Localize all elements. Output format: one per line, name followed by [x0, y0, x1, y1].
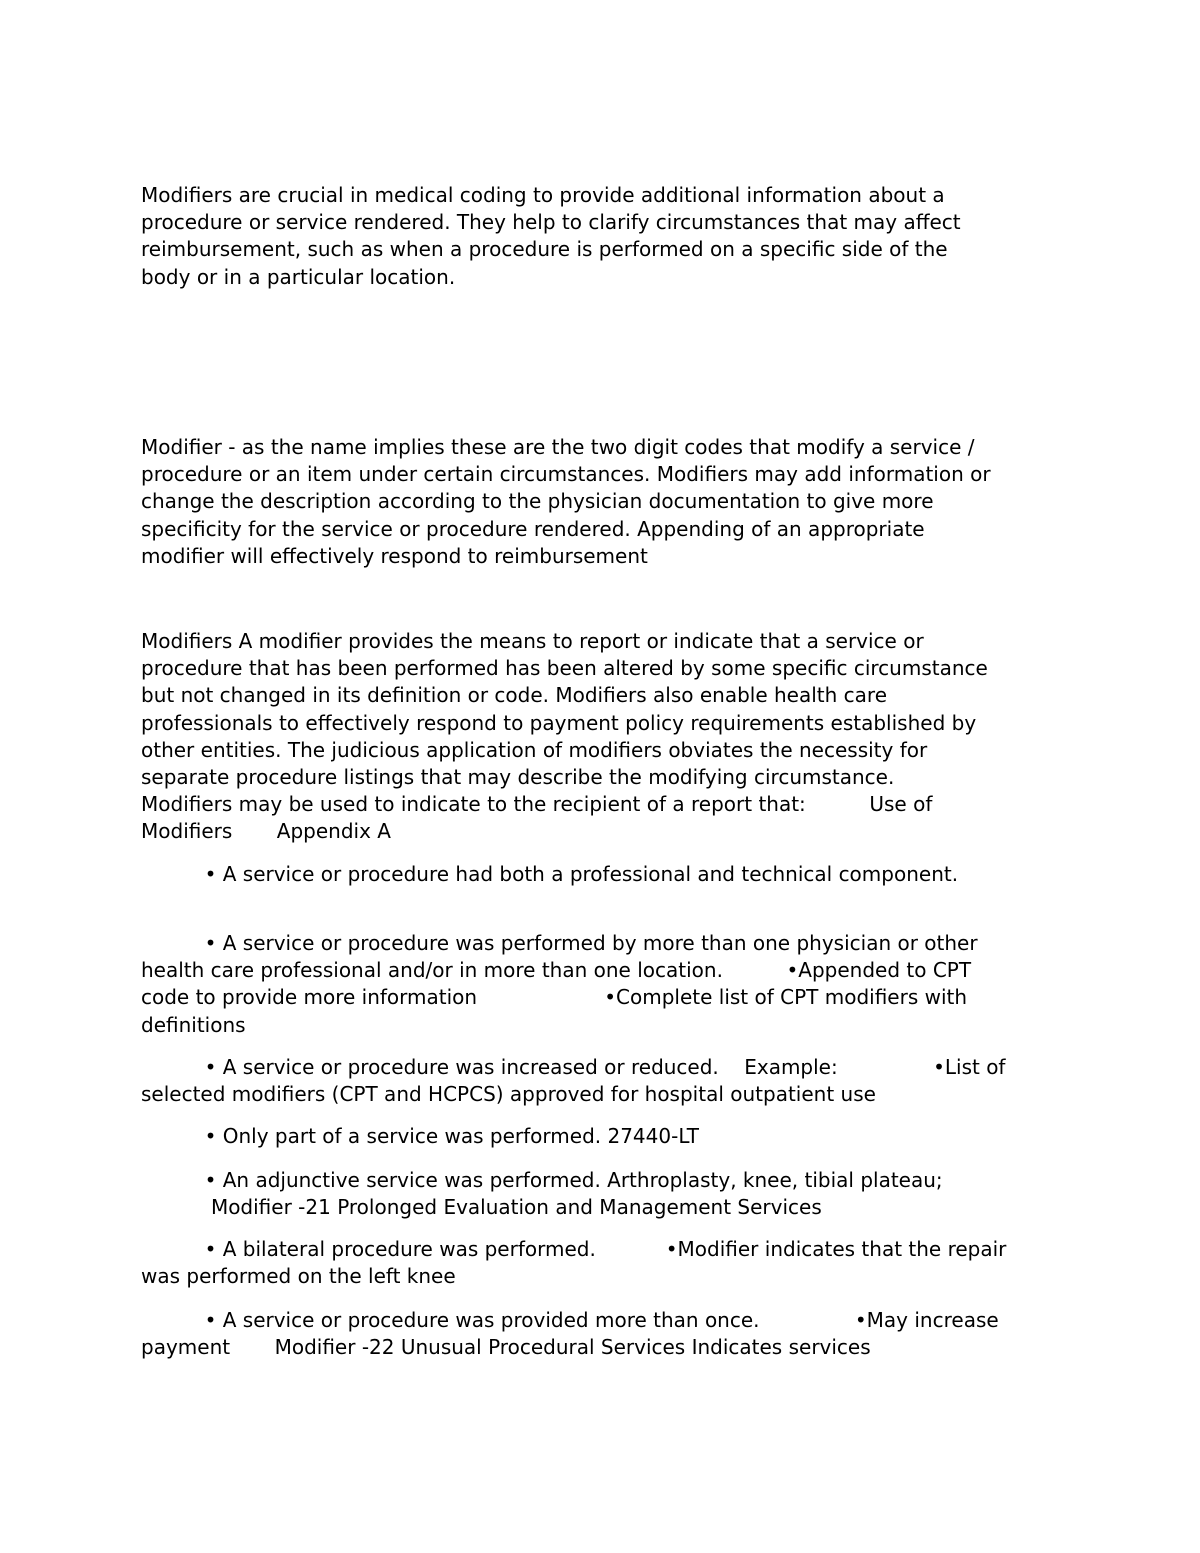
- intro-paragraph: Modifiers are crucial in medical coding to provide additional information about a procedure or service rendered. They help to clarify circumstances that may affect reimbursement, such as when a procedure is performed on a specific side of the body or in a particular location.: [141, 183, 961, 289]
- cpt-modifiers-paragraph: Modifiers A modifier provides the means to report or indicate that a service or procedure that has been performed has been altered by some specific circumstance but not changed in its definition or code. Modifiers also enable health care professionals to effectively respond to payment policy requirements established by other entities. The judicious application of modifiers obviates the necessity for separate procedure listings that may describe the modifying circumstance. Modifiers may be used to indicate to the recipient of a report that: Use of Modifiers Appendix A: [141, 629, 988, 844]
- definition-paragraph: Modifier - as the name implies these are the two digit codes that modify a service / procedure or an item under certain circumstances. Modifiers may add information or change the description according to the physician documentation to give more specificity for the service or procedure rendered. Appending of an appropriate modifier will effectively respond to reimbursement: [141, 435, 991, 568]
- bullet-item-7: • A service or procedure was provided more than once. •May increase payment Modifier -22 Unusual Procedural Services Indicates services: [141, 1308, 999, 1360]
- bullet-item-5: • An adjunctive service was performed. Arthroplasty, knee, tibial plateau; Modifier -21 Prolonged Evaluation and Management Services: [204, 1168, 943, 1220]
- bullet-item-3: • A service or procedure was increased or reduced. Example: •List of selected modifiers (CPT and HCPCS) approved for hospital outpatient use: [141, 1055, 1006, 1107]
- bullet-item-4: • Only part of a service was performed. 27440-LT: [141, 1124, 699, 1148]
- bullet-item-2: • A service or procedure was performed by more than one physician or other health care professional and/or in more than one location. •Appended to CPT code to provide more information •Complete list of CPT modifiers with definitions: [141, 931, 978, 1037]
- bullet-item-6: • A bilateral procedure was performed. •Modifier indicates that the repair was performed on the left knee: [141, 1237, 1007, 1289]
- bullet-item-1: • A service or procedure had both a professional and technical component.: [141, 862, 959, 886]
